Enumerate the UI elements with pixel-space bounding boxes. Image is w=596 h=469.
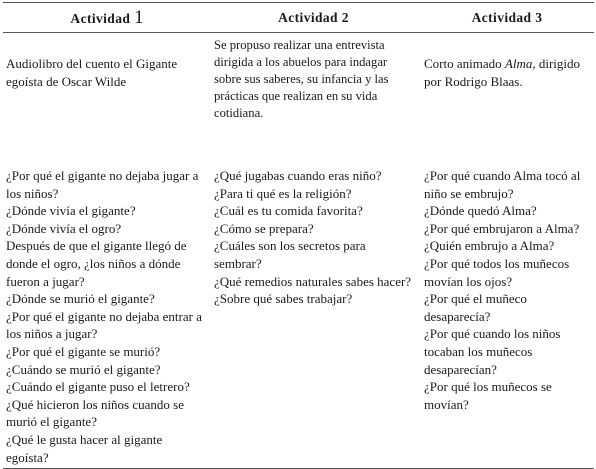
questions-actividad-1 [3,163,211,469]
question-item: ¿Dónde vivía el gigante? [6,203,136,219]
question-item: ¿Por qué todos los muñecos movían los ojos? [424,255,570,289]
question-item: ¿Sobre qué sabes trabajar? [214,291,353,307]
question-item: ¿Por qué el gigante no dejaba entrar a los niños a jugar? [6,308,202,342]
questions-actividad-2 [211,163,416,469]
question-item: ¿Cuándo el gigante puso el letrero? [6,379,190,395]
questions-row [3,163,594,469]
description-row [3,33,594,164]
question-item: ¿Cómo se prepara? [214,220,314,236]
question-item: ¿Quién embrujo a Alma? [424,238,555,254]
question-item: ¿Qué hicieron los niños cuando se murió el gigante? [6,396,184,430]
header-actividad-1-number: 1 [134,7,144,28]
header-actividad-1 [3,3,211,33]
question-item: ¿Cuándo se murió el gigante? [6,361,161,377]
description-actividad-3 [416,33,594,164]
header-actividad-2: Actividad 2 [211,3,416,33]
question-item: ¿Dónde quedó Alma? [424,203,537,219]
question-item: ¿Por qué los muñecos se movían? [424,379,552,412]
question-item: ¿Por qué cuando los niños tocaban los muñecos desaparecían? [424,326,561,377]
header-actividad-1-word: Actividad [70,11,131,26]
question-item: ¿Por qué el muñeco desaparecía? [424,291,527,324]
question-item: ¿Dónde vivía el ogro? [6,220,122,236]
question-item: ¿Por qué embrujaron a Alma? [424,220,580,236]
questions-actividad-3 [416,163,594,469]
question-item: ¿Por qué el gigante se murió? [6,343,161,359]
question-item: ¿Qué remedios naturales sabes hacer? [214,273,412,289]
header-actividad-3: Actividad 3 [416,3,594,33]
question-item: ¿Por qué cuando Alma tocó al niño se embrujo? [424,168,581,201]
activities-table [3,2,594,469]
question-item: ¿Qué jugabas cuando eras niño? [214,168,382,183]
description-actividad-3-pre: Corto animado [424,56,505,71]
question-item: ¿Cuáles son los secretos para sembrar? [214,238,366,271]
header-row [3,3,594,33]
description-actividad-2: Se propuso realizar una entrevista dirigida a los abuelos para indagar sobre sus saberes, su infancia y las prácticas que realizan en su vida cotidiana. [214,38,389,120]
question-item: ¿Qué le gusta hacer al gigante egoísta? [6,431,163,465]
description-actividad-3-title: Alma [504,56,533,71]
question-item: ¿Por qué el gigante no dejaba jugar a los niños? [6,168,199,201]
question-item: Después de que el gigante llegó de donde el ogro, ¿los niños a dónde fueron a jugar? [6,238,187,289]
question-item: ¿Para ti qué es la religión? [214,185,352,201]
question-item: ¿Dónde se murió el gigante? [6,291,155,307]
question-item: ¿Cuál es tu comida favorita? [214,203,363,219]
description-actividad-1: Audiolibro del cuento el Gigante egoísta de Oscar Wilde [6,56,178,89]
description-actividad-3-post: , dirigido por Rodrigo Blaas. [424,56,581,89]
